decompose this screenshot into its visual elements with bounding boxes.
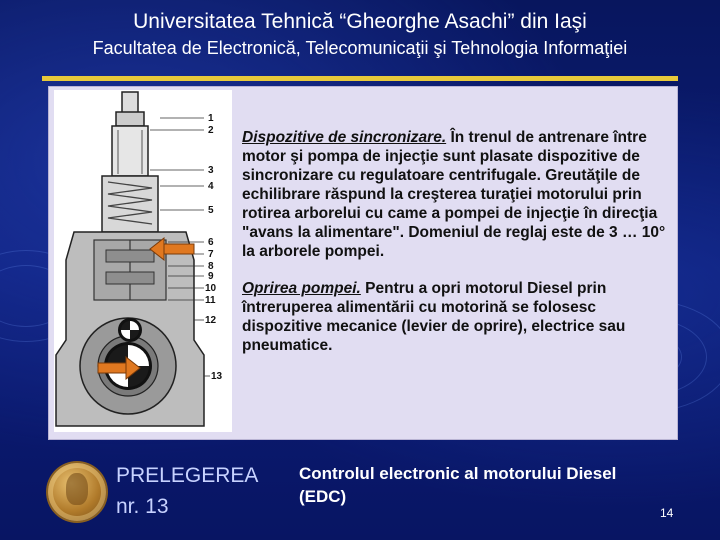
paragraph-body: În trenul de antrenare între motor şi pompa de injecţie sunt plasate dispozitive de sincronizare cu regulatoare centrifugale. Greutăţile de echilibrare răspund la creşterea turaţiei motorului prin rotirea arborelui cu came a pompei de injecţie în direcţia "avans la alimentare". Domeniul de reglaj este de 3 … 10° la arborele pompei. [242, 129, 666, 260]
bmw-logo-icon [118, 318, 142, 342]
medal-portrait [66, 473, 88, 505]
diagram-label: 7 [208, 249, 214, 260]
university-medal-icon [48, 463, 106, 521]
pump-drawing [54, 90, 232, 432]
diagram-label: 6 [208, 237, 214, 248]
page-number: 14 [660, 506, 674, 520]
diagram-label: 12 [205, 315, 217, 326]
course-title: Controlul electronic al motorului Diesel (EDC) [299, 464, 617, 506]
diagram-label: 3 [208, 165, 214, 176]
paragraph-body: Pentru a opri motorul Diesel prin întreruperea alimentării cu motorină se folosesc dispozitive mecanice (levier de oprire), electrice sau pneumatice. [242, 280, 626, 354]
diagram-label: 13 [211, 371, 223, 382]
diagram-label: 10 [205, 283, 217, 294]
diagram-label: 9 [208, 271, 214, 282]
header-divider [42, 76, 678, 81]
diagram-label: 8 [208, 261, 214, 272]
paragraph-pump-stop [242, 279, 672, 355]
university-title: Universitatea Tehnică “Gheorghe Asachi” din Iaşi [133, 10, 587, 33]
injection-pump-diagram [54, 90, 232, 432]
description-text [242, 128, 672, 373]
diagram-label: 11 [205, 295, 216, 306]
diagram-label: 1 [208, 113, 214, 124]
term-sync-devices: Dispozitive de sincronizare. [242, 129, 447, 146]
faculty-title: Facultatea de Electronică, Telecomunicaţii şi Tehnologia Informaţiei [92, 38, 628, 58]
diagram-label: 2 [208, 125, 214, 136]
diagram-label: 5 [208, 205, 214, 216]
paragraph-sync-devices [242, 128, 672, 261]
term-pump-stop: Oprirea pompei. [242, 280, 361, 297]
lecture-label-line1: PRELEGEREA [116, 464, 259, 487]
lecture-number: nr. 13 [116, 495, 169, 518]
diagram-label: 4 [208, 181, 214, 192]
lecture-label [116, 460, 258, 522]
